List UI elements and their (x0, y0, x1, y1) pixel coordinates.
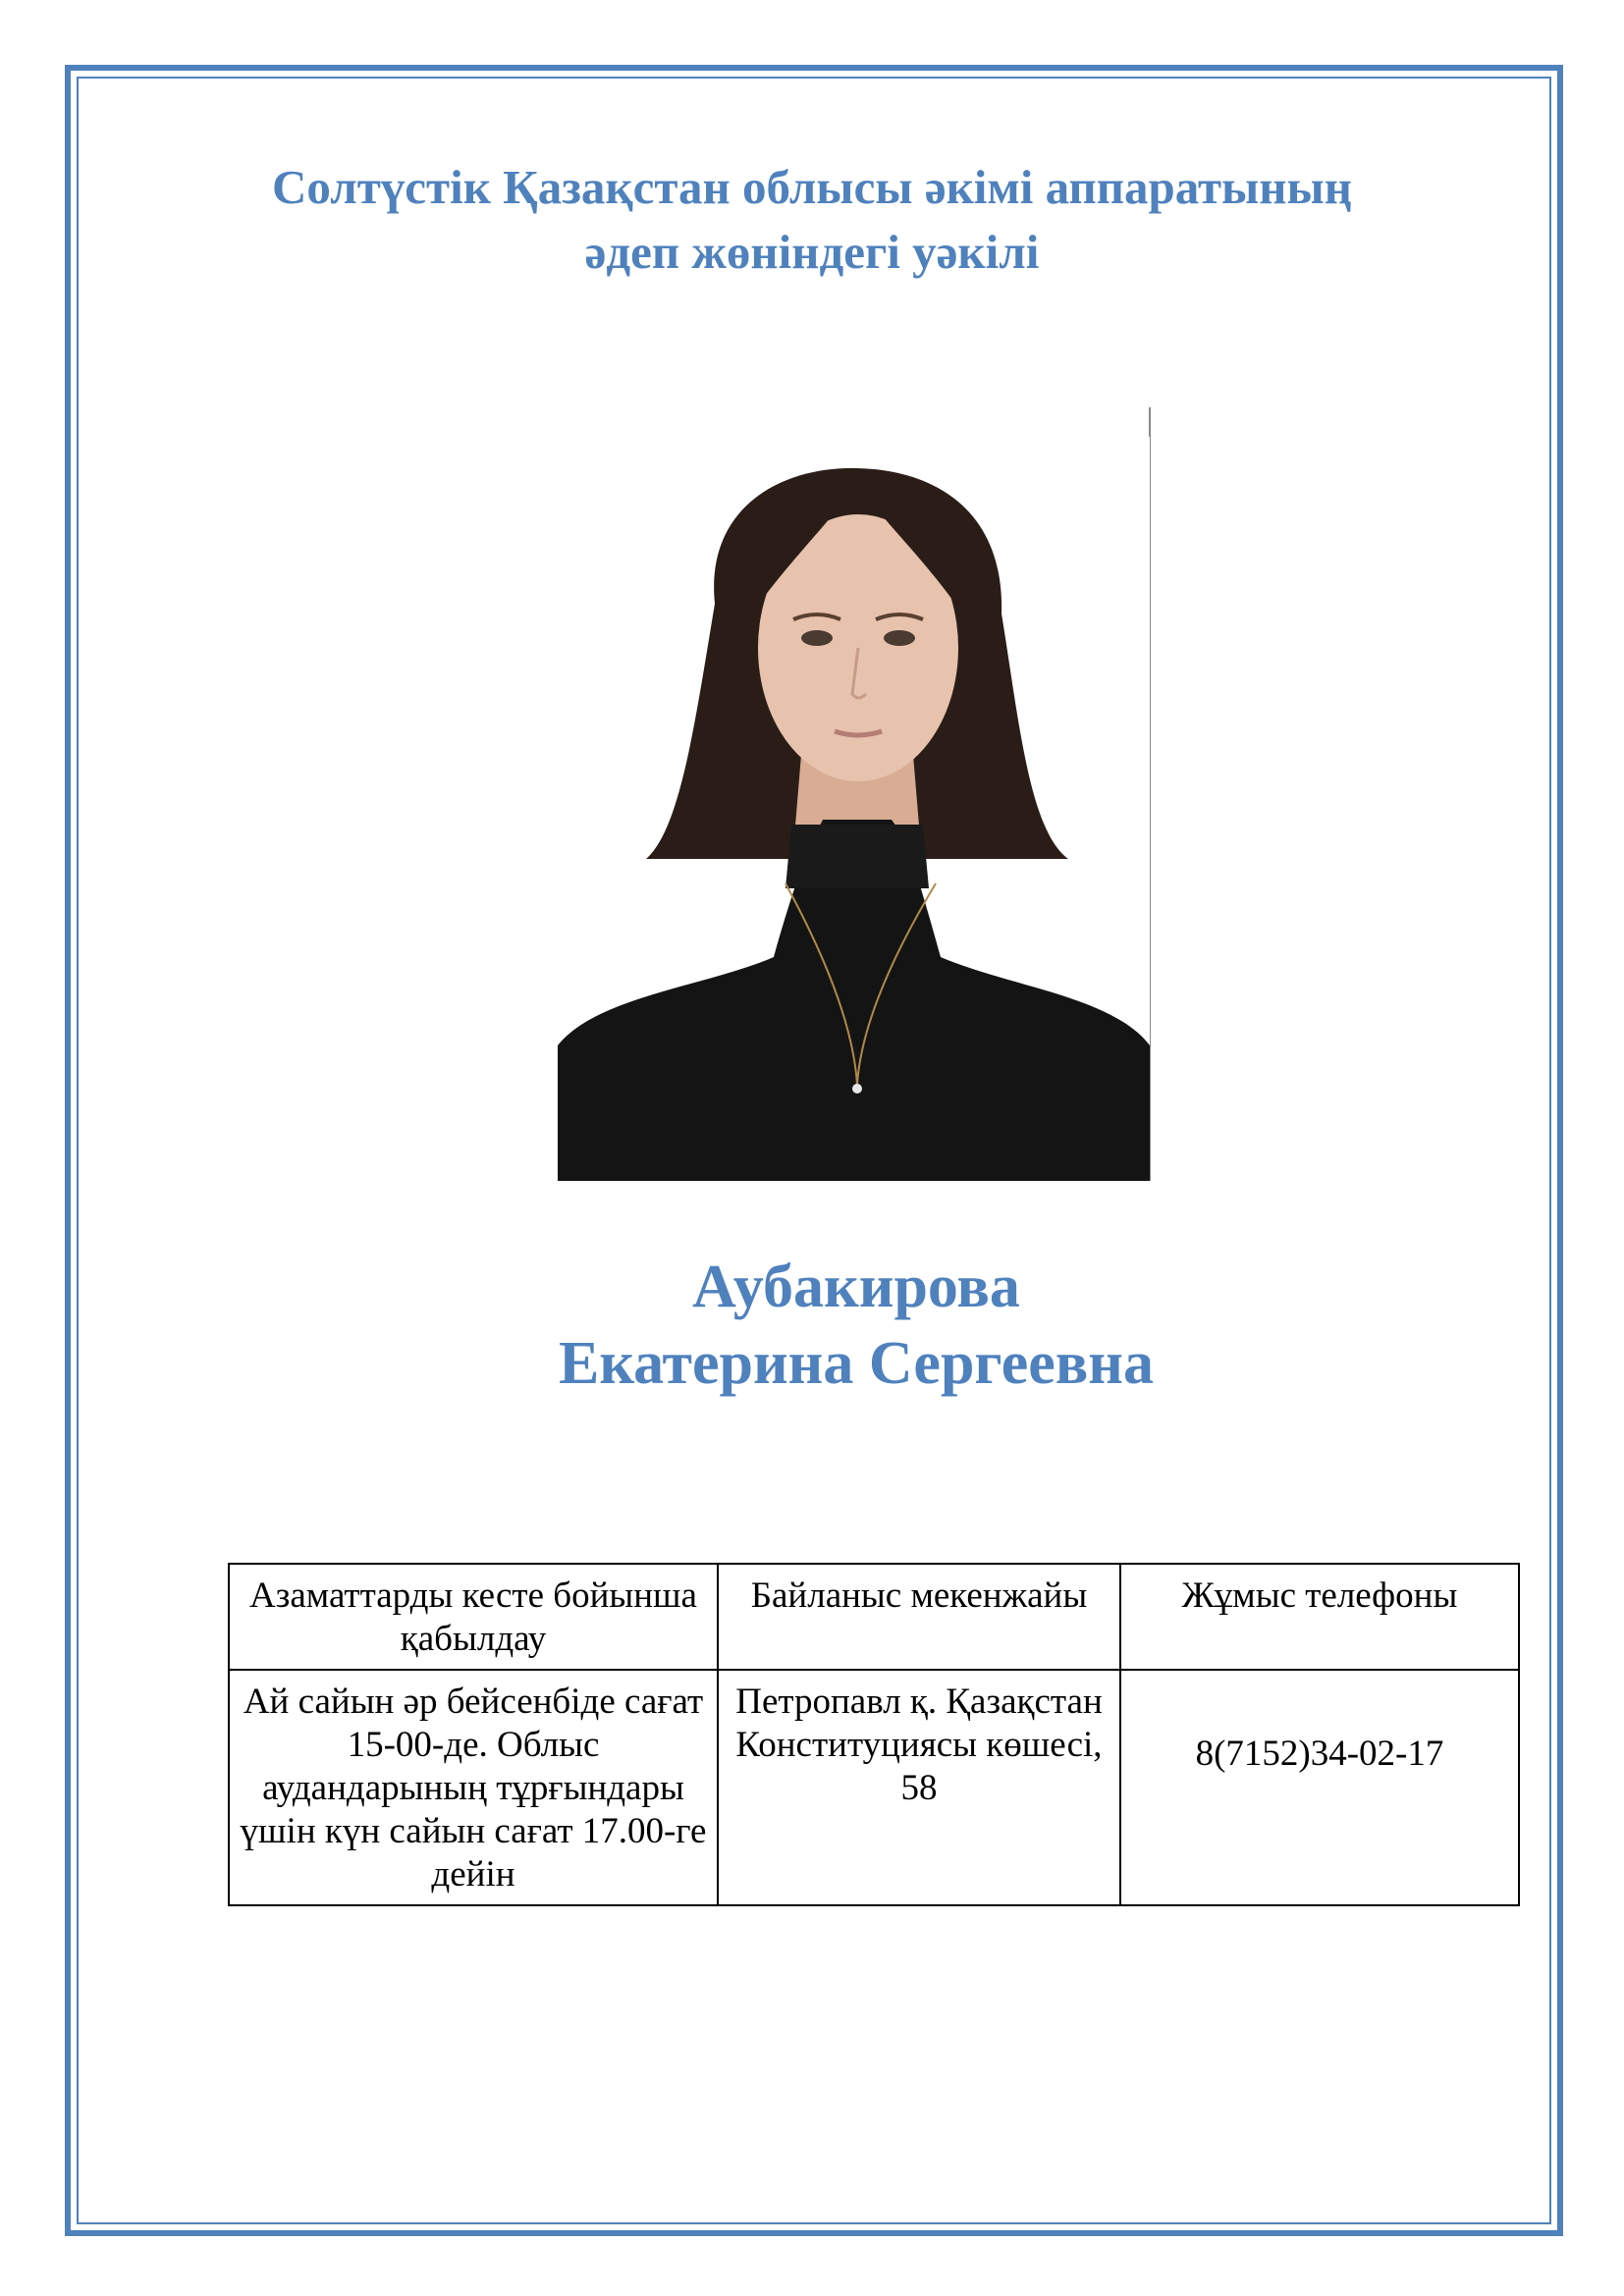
contact-table (228, 1563, 1520, 1906)
cell-work-phone: 8(7152)34-02-17 (1120, 1670, 1519, 1905)
table-header-row (229, 1564, 1519, 1670)
page-title-line-2: әдеп жөніндегі уәкілі (584, 225, 1040, 279)
person-surname: Аубакирова (692, 1254, 1020, 1320)
cell-contact-address: Петропавл қ. Қазақстан Конституциясы көшесі, 58 (718, 1670, 1120, 1905)
page-title (0, 155, 1624, 285)
portrait-photo (558, 437, 1150, 1181)
person-given-names: Екатерина Сергеевна (558, 1330, 1155, 1397)
header-reception-schedule: Азаматтарды кесте бойынша қабылдау (229, 1564, 718, 1670)
header-work-phone: Жұмыс телефоны (1120, 1564, 1519, 1670)
table-row (229, 1670, 1519, 1905)
cell-reception-schedule: Ай сайын әр бейсенбіде сағат 15-00-де. Облыс аудандарының тұрғындары үшін күн сайын сағат 17.00-ге дейін (229, 1670, 718, 1905)
person-full-name (0, 1249, 1624, 1402)
page-title-line-1: Солтүстік Қазақстан облысы әкімі аппаратының (271, 160, 1353, 214)
header-contact-address: Байланыс мекенжайы (718, 1564, 1120, 1670)
